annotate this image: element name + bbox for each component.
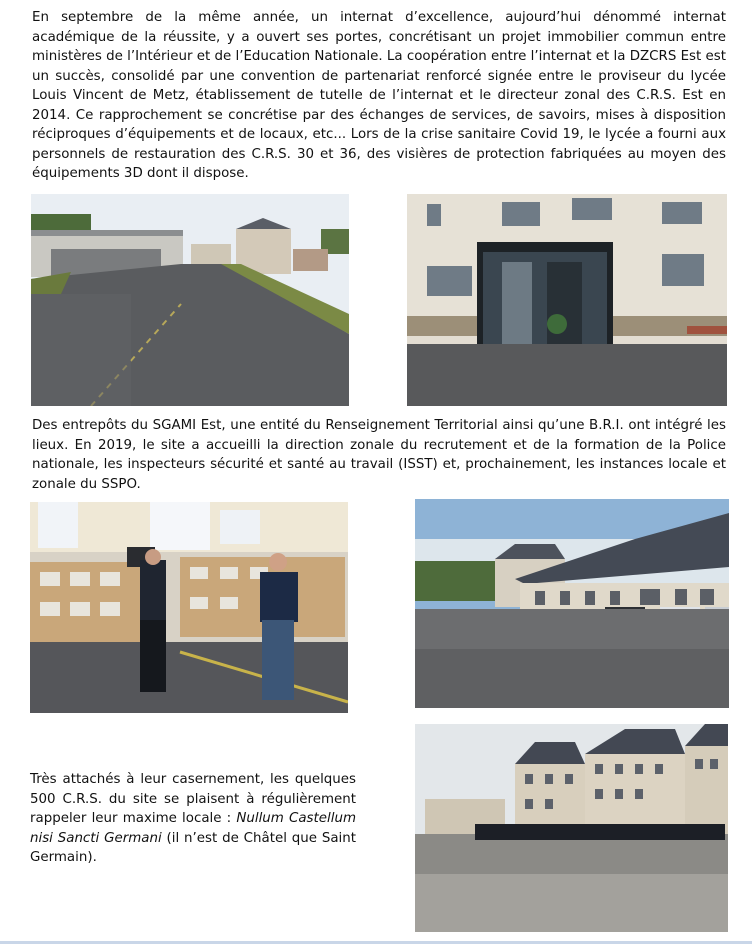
photo-parking-buildings [415, 499, 729, 708]
motto-paragraph [30, 770, 356, 868]
occupants-paragraph: Des entrepôts du SGAMI Est, une entité du Renseignement Territorial ainsi qu’une B.R.I. ont intégré les lieux. En 2019, le site a accueilli la direction zonale du recrutement et de la formation de la Police nationale, les inspecteurs sécurité et santé au travail (ISST) et, prochainement, les instances locale et zonale du SSPO. [32, 418, 726, 492]
motto-intro-text: Très attachés à leur casernement, les quelques 500 C.R.S. du site se plaisent à régulièrement rappeler leur maxime locale : [30, 772, 356, 826]
motto-text: Nullum Castellum nisi Sancti Germani [30, 811, 356, 846]
intro-paragraph: En septembre de la même année, un internat d’excellence, aujourd’hui dénommé internat académique de la réussite, y a ouvert ses portes, concrétisant un projet immobilier commun entre ministères de l’Intérieur et de l’Education Nationale. La coopération entre l’internat et la DZCRS Est est un succès, consolidé par une convention de partenariat renforcé signée entre le proviseur du lycée Louis Vincent de Metz, établissement de tutelle de l’internat et le directeur zonal des C.R.S. Est en 2014. Ce rapprochement se concrétise par des échanges de services, de savoirs, mises à disposition réciproques d’équipements et de locaux, etc... Lors de la crise sanitaire Covid 19, le lycée a fourni aux personnels de restauration des C.R.S. 30 et 36, des visières de protection fabriquées au moyen des équipements 3D dont il dispose. [32, 10, 726, 181]
photo-parade-courtyard [415, 724, 728, 932]
photo-building-entrance [407, 194, 727, 406]
photo-warehouse [30, 502, 348, 713]
photo-road-buildings [31, 194, 349, 406]
motto-translation-text: (il n’est de Châtel que Saint Germain). [30, 830, 356, 865]
